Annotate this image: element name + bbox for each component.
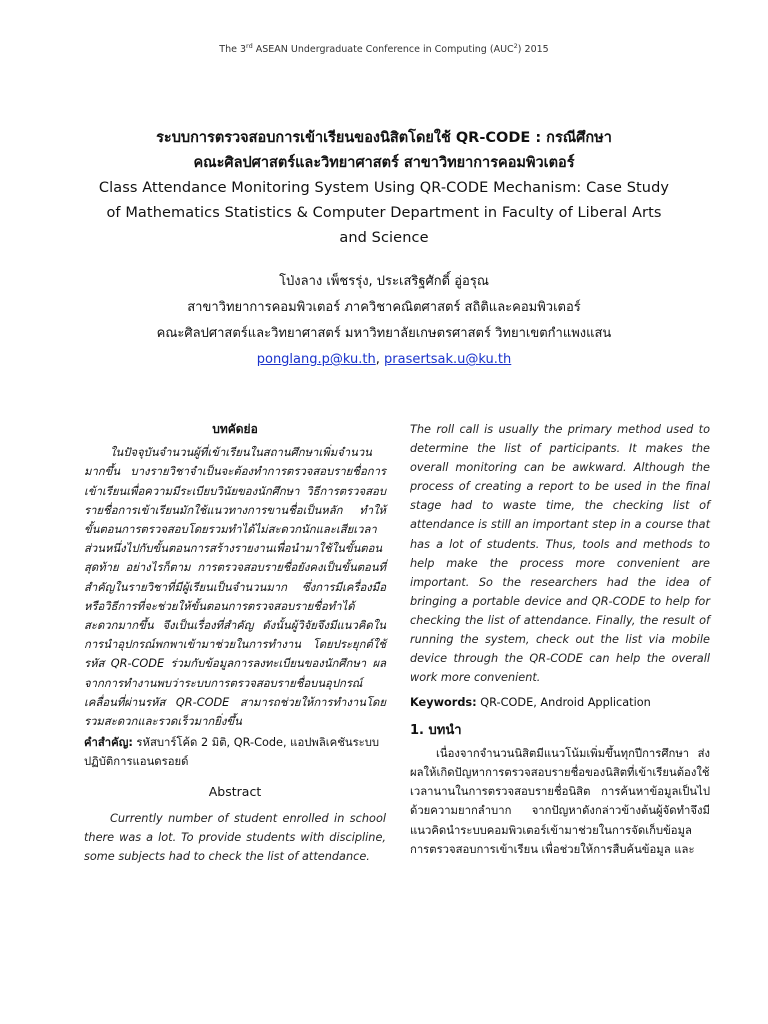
keywords-en-text: QR-CODE, Android Application: [476, 696, 651, 710]
abstract-th-heading: บทคัดย่อ: [212, 422, 258, 436]
keywords-th-text: รหัสบาร์โค้ด 2 มิติ, QR-Code, แอปพลิเคชันระบบปฏิบัติการแอนดรอยด์: [84, 736, 380, 769]
title-th-line1: ระบบการตรวจสอบการเข้าเรียนของนิสิตโดยใช้ QR-CODE : กรณีศึกษา: [156, 130, 612, 146]
author-faculty: คณะศิลปศาสตร์และวิทยาศาสตร์ มหาวิทยาลัยเกษตรศาสตร์ วิทยาเขตกำแพงแสน: [156, 326, 612, 341]
title-en-line3: and Science: [339, 230, 429, 246]
keywords-en-label: Keywords:: [410, 696, 477, 710]
abstract-en-body-right: The roll call is usually the primary method used to determine the list of participants. It makes the overall monitoring can be awkward. Although the process of creating a report to be used in the final stage had to waste time, the checking list of attendance is still an important step in a course that has a lot of students. Thus, tools and methods to help make the process more convenient are important. So the researchers had the idea of bringing a portable device and QR-CODE to help for checking the list of attendance. Finally, the result of running the system, check out the list via mobile device through the QR-CODE can help the overall work more convenient.: [410, 423, 710, 685]
title-en-line2: of Mathematics Statistics & Computer Department in Faculty of Liberal Arts: [106, 205, 662, 221]
right-column: [410, 420, 710, 859]
header-sup: rd: [246, 42, 253, 50]
email-separator: ,: [375, 352, 384, 367]
keywords-en: [410, 693, 710, 712]
author-block: [60, 269, 708, 373]
author-emails: [60, 347, 708, 373]
abstract-th-body: ในปัจจุบันจำนวนผู้ที่เข้าเรียนในสถานศึกษาเพิ่มจำนวนมากขึ้น บางรายวิชาจำเป็นจะต้องทำการตรวจสอบรายชื่อการเข้าเรียนเพื่อความมีระเบียบวินัยของนักศึกษา วิธีการตรวจสอบรายชื่อการเข้าเรียนมักใช้แนวทางการขานชื่อเป็นหลัก ทำให้ขั้นตอนการตรวจสอบโดยรวมทำได้ไม่สะดวกนักและเสียเวลาส่วนหนึ่งไปกับขั้นตอนการสร้างรายงานเพื่อนำมาใช้ในขั้นตอนสุดท้าย อย่างไรก็ตาม การตรวจสอบรายชื่อยังคงเป็นขั้นตอนที่สำคัญในรายวิชาที่มีผู้เรียนเป็นจำนวนมาก ซึ่งการมีเครื่องมือหรือวิธีการที่จะช่วยให้ขั้นตอนการตรวจสอบรายชื่อทำได้สะดวกมากขึ้น จึงเป็นเรื่องที่สำคัญ ดังนั้นผู้วิจัยจึงมีแนวคิดในการนำอุปกรณ์พกพาเข้ามาช่วยในการทำงาน โดยประยุกต์ใช้รหัส QR-CODE ร่วมกับข้อมูลการลงทะเบียนของนักศึกษา ผลจากการทำงานพบว่าระบบการตรวจสอบรายชื่อบนอุปกรณ์เคลื่อนที่ผ่านรหัส QR-CODE สามารถช่วยให้การทำงานโดยรวมสะดวกและรวดเร็วมากยิ่งขึ้น: [84, 446, 386, 729]
email-link-2[interactable]: prasertsak.u@ku.th: [384, 352, 512, 367]
header-sup2: 2: [513, 42, 518, 50]
email-link-1[interactable]: ponglang.p@ku.th: [256, 352, 376, 367]
title-en-line1: Class Attendance Monitoring System Using QR-CODE Mechanism: Case Study: [98, 180, 670, 196]
author-department: สาขาวิทยาการคอมพิวเตอร์ ภาควิชาคณิตศาสตร์ สถิติและคอมพิวเตอร์: [187, 300, 581, 315]
intro-body: เนื่องจากจำนวนนิสิตมีแนวโน้มเพิ่มขึ้นทุกปีการศึกษา ส่งผลให้เกิดปัญหาการตรวจสอบรายชื่อของนิสิตที่เข้าเรียนต้องใช้เวลานานในการตรวจสอบรายชื่อนิสิต การค้นหาข้อมูลเป็นไปด้วยความยากลำบาก จากปัญหาดังกล่าวข้างต้นผู้จัดทำจึงมีแนวคิดนำระบบคอมพิวเตอร์เข้ามาช่วยในการจัดเก็บข้อมูลการตรวจสอบการเข้าเรียน เพื่อช่วยให้การสืบค้นข้อมูล และ: [410, 746, 710, 856]
header-suffix: ASEAN Undergraduate Conference in Computing (AUC: [252, 44, 514, 56]
conference-header: [0, 42, 768, 55]
abstract-en-heading: Abstract: [208, 783, 262, 799]
abstract-en-body-left: Currently number of student enrolled in school there was a lot. To provide students with discipline, some subjects had to check the list of attendance.: [84, 811, 386, 864]
header-end: ) 2015: [517, 44, 549, 56]
author-names: โป่งลาง เพ็ชรรุ่ง, ประเสริฐศักดิ์ อู่อรุณ: [279, 274, 489, 289]
left-column: [84, 420, 386, 866]
keywords-th: [84, 733, 386, 771]
title-th-line2: คณะศิลปศาสตร์และวิทยาศาสตร์ สาขาวิทยาการคอมพิวเตอร์: [193, 155, 575, 171]
keywords-th-label: คำสำคัญ:: [84, 736, 133, 750]
header-prefix: The 3: [219, 44, 247, 56]
paper-title: [60, 126, 708, 251]
intro-heading: 1. บทนำ: [410, 722, 462, 738]
